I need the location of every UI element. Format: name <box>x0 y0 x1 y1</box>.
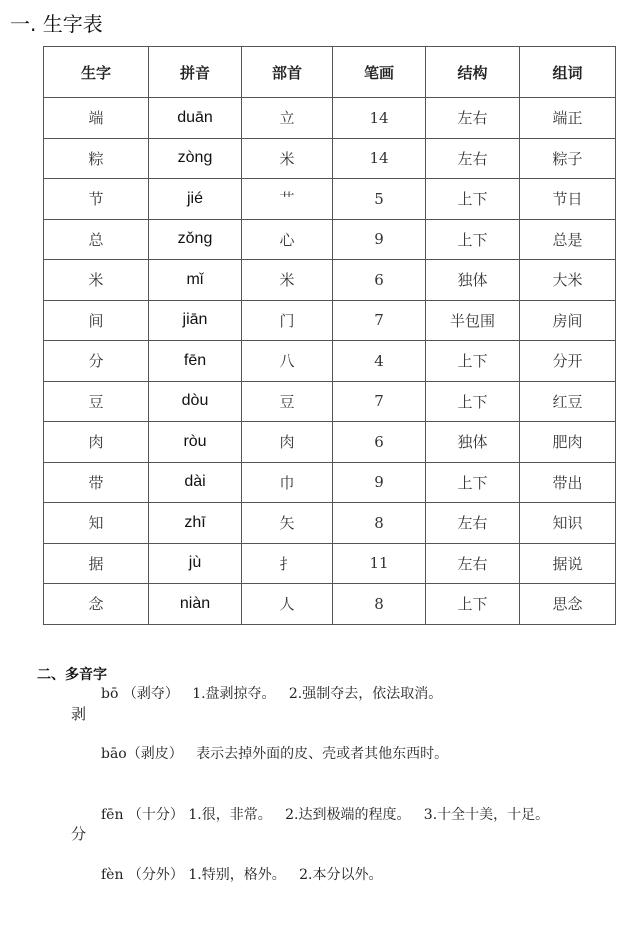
cell-strokes: 6 <box>333 260 426 301</box>
table-row <box>44 543 616 584</box>
section-title-character-table: 一. 生字表 <box>10 12 103 36</box>
header-pinyin: 拼音 <box>149 47 242 98</box>
cell-radical: 米 <box>242 260 333 301</box>
cell-radical: 豆 <box>242 381 333 422</box>
reading-line: bō （剥夺） 1.盘剥掠夺。 2.强制夺去，依法取消。 <box>101 686 443 702</box>
cell-strokes: 5 <box>333 179 426 220</box>
cell-words: 房间 <box>520 300 616 341</box>
cell-words: 肥肉 <box>520 422 616 463</box>
cell-character: 粽 <box>44 138 149 179</box>
cell-strokes: 8 <box>333 584 426 625</box>
cell-radical: 八 <box>242 341 333 382</box>
cell-structure: 独体 <box>426 260 520 301</box>
table-row <box>44 422 616 463</box>
cell-character: 肉 <box>44 422 149 463</box>
cell-structure: 上下 <box>426 381 520 422</box>
cell-pinyin: fēn <box>149 341 242 382</box>
cell-character: 节 <box>44 179 149 220</box>
cell-structure: 左右 <box>426 503 520 544</box>
cell-structure: 半包围 <box>426 300 520 341</box>
cell-words: 节日 <box>520 179 616 220</box>
cell-character: 总 <box>44 219 149 260</box>
cell-words: 端正 <box>520 98 616 139</box>
cell-pinyin: ròu <box>149 422 242 463</box>
reading-line: bāo（剥皮） 表示去掉外面的皮、壳或者其他东西时。 <box>101 746 449 762</box>
cell-words: 分开 <box>520 341 616 382</box>
header-character: 生字 <box>44 47 149 98</box>
cell-radical: 人 <box>242 584 333 625</box>
table-row <box>44 260 616 301</box>
cell-radical: 矢 <box>242 503 333 544</box>
cell-strokes: 11 <box>333 543 426 584</box>
cell-pinyin: dòu <box>149 381 242 422</box>
header-strokes: 笔画 <box>333 47 426 98</box>
cell-strokes: 8 <box>333 503 426 544</box>
cell-structure: 上下 <box>426 341 520 382</box>
cell-strokes: 14 <box>333 138 426 179</box>
table-row <box>44 179 616 220</box>
cell-pinyin: niàn <box>149 584 242 625</box>
cell-words: 大米 <box>520 260 616 301</box>
cell-strokes: 4 <box>333 341 426 382</box>
cell-structure: 左右 <box>426 543 520 584</box>
table-row <box>44 219 616 260</box>
cell-structure: 上下 <box>426 584 520 625</box>
cell-strokes: 7 <box>333 381 426 422</box>
cell-radical: 艹 <box>242 179 333 220</box>
cell-pinyin: zhī <box>149 503 242 544</box>
cell-words: 总是 <box>520 219 616 260</box>
cell-words: 思念 <box>520 584 616 625</box>
cell-character: 豆 <box>44 381 149 422</box>
cell-words: 红豆 <box>520 381 616 422</box>
header-structure: 结构 <box>426 47 520 98</box>
table-row <box>44 138 616 179</box>
cell-character: 米 <box>44 260 149 301</box>
cell-structure: 上下 <box>426 179 520 220</box>
cell-radical: 肉 <box>242 422 333 463</box>
cell-pinyin: zòng <box>149 138 242 179</box>
cell-structure: 左右 <box>426 138 520 179</box>
table-row <box>44 584 616 625</box>
cell-radical: 米 <box>242 138 333 179</box>
table-row <box>44 381 616 422</box>
cell-structure: 上下 <box>426 462 520 503</box>
cell-strokes: 9 <box>333 219 426 260</box>
table-header-row <box>44 47 616 98</box>
reading-line: fèn （分外） 1.特别，格外。 2.本分以外。 <box>101 867 383 883</box>
character-table <box>43 46 616 625</box>
cell-pinyin: jié <box>149 179 242 220</box>
cell-structure: 左右 <box>426 98 520 139</box>
cell-pinyin: dài <box>149 462 242 503</box>
section-title-polyphonic: 二、多音字 <box>37 667 107 683</box>
cell-strokes: 6 <box>333 422 426 463</box>
cell-character: 分 <box>44 341 149 382</box>
cell-pinyin: mǐ <box>149 260 242 301</box>
cell-strokes: 7 <box>333 300 426 341</box>
cell-pinyin: jù <box>149 543 242 584</box>
cell-words: 带出 <box>520 462 616 503</box>
cell-structure: 上下 <box>426 219 520 260</box>
cell-strokes: 14 <box>333 98 426 139</box>
header-words: 组词 <box>520 47 616 98</box>
cell-radical: 扌 <box>242 543 333 584</box>
polyphonic-char: 剥 <box>71 705 87 723</box>
table-row <box>44 341 616 382</box>
cell-character: 间 <box>44 300 149 341</box>
cell-pinyin: zǒng <box>149 219 242 260</box>
table-row <box>44 98 616 139</box>
cell-character: 端 <box>44 98 149 139</box>
table-row <box>44 300 616 341</box>
cell-pinyin: duān <box>149 98 242 139</box>
polyphonic-char: 分 <box>71 825 87 843</box>
cell-strokes: 9 <box>333 462 426 503</box>
cell-radical: 立 <box>242 98 333 139</box>
cell-character: 知 <box>44 503 149 544</box>
table-row <box>44 462 616 503</box>
cell-pinyin: jiān <box>149 300 242 341</box>
cell-character: 念 <box>44 584 149 625</box>
cell-words: 知识 <box>520 503 616 544</box>
header-radical: 部首 <box>242 47 333 98</box>
cell-character: 带 <box>44 462 149 503</box>
cell-radical: 巾 <box>242 462 333 503</box>
cell-structure: 独体 <box>426 422 520 463</box>
cell-words: 据说 <box>520 543 616 584</box>
cell-radical: 门 <box>242 300 333 341</box>
cell-radical: 心 <box>242 219 333 260</box>
cell-character: 据 <box>44 543 149 584</box>
reading-line: fēn （十分） 1.很，非常。 2.达到极端的程度。 3.十全十美，十足。 <box>101 807 550 823</box>
table-row <box>44 503 616 544</box>
cell-words: 粽子 <box>520 138 616 179</box>
